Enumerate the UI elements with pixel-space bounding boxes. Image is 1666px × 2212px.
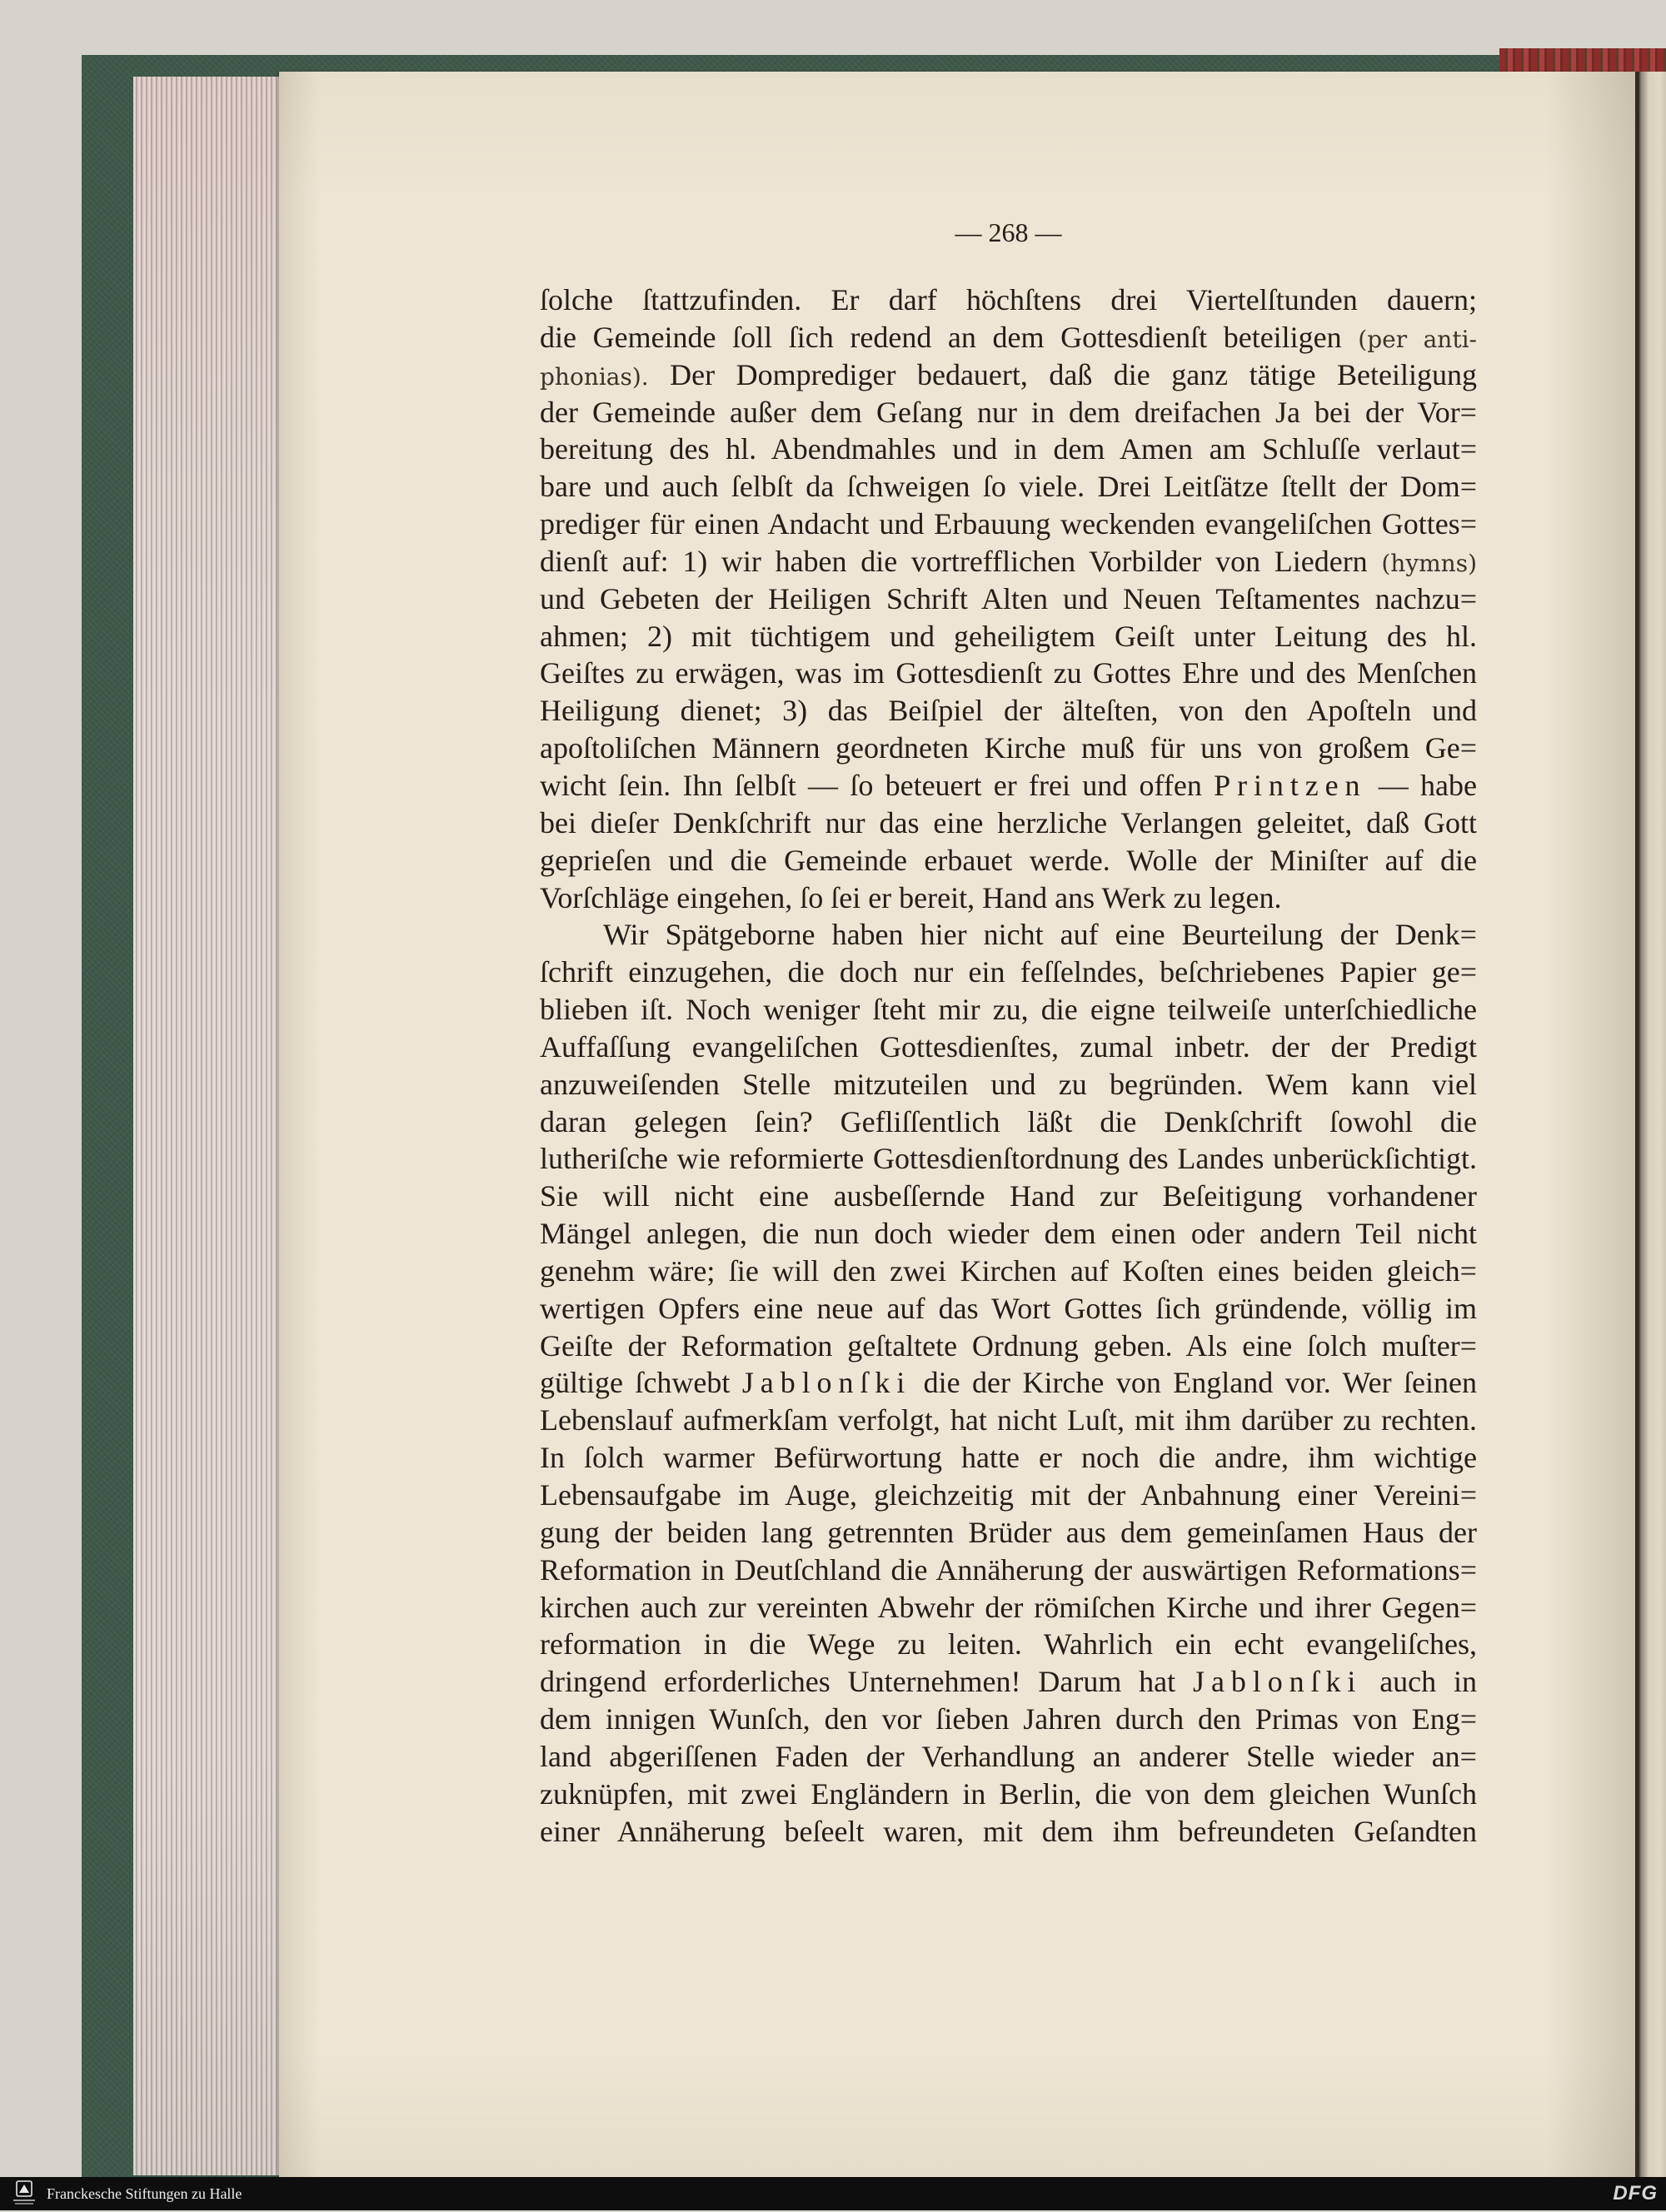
line-text: Lebenslauf aufmerkſam verfolgt, hat nicht Luſt, mit ihm darüber zu rechten. [540, 1403, 1477, 1437]
line-text [540, 767, 1477, 805]
fraktur-text: dienſt auf: 1) wir haben die vortrefflichen Vorbilder von Liedern [540, 544, 1368, 578]
funder-label: DFG [1613, 2182, 1658, 2205]
text-line [540, 468, 1477, 506]
text-line [540, 1514, 1477, 1552]
line-text: Lebensaufgabe im Auge, gleichzeitig mit der Anbahnung einer Vereini= [540, 1478, 1477, 1512]
line-text: Vorſchläge eingehen, ſo ſei er bereit, Hand ans Werk zu legen. [540, 880, 1282, 914]
line-text: gung der beiden lang getrennten Brüder aus dem gemeinſamen Haus der [540, 1515, 1477, 1549]
line-text: Sie will nicht eine ausbeſſernde Hand zur Beſeitigung vorhandener [540, 1179, 1477, 1213]
body-text [540, 281, 1477, 1850]
fraktur-text: dringend erforderliches Unternehmen! Darum hat [540, 1665, 1176, 1699]
line-text: bare und auch ſelbſt da ſchweigen ſo viele. Drei Leitſätze ſtellt der Dom= [540, 470, 1477, 504]
line-text: daran gelegen ſein? Gefliſſentlich läßt die Denkſchrift ſowohl die [540, 1104, 1477, 1138]
text-line [540, 543, 1477, 580]
text-line [540, 916, 1477, 954]
line-text: und Gebeten der Heiligen Schrift Alten und Neuen Teſtamentes nachzu= [540, 581, 1477, 615]
text-line [540, 1701, 1477, 1738]
letterspaced-name: Jablonſki [1193, 1665, 1363, 1699]
fraktur-text: auch in [1379, 1665, 1478, 1699]
line-text: blieben iſt. Noch weniger ſteht mir zu, die eigne teilweiſe unterſchiedliche [540, 993, 1477, 1027]
line-text: Heiligung dienet; 3) das Beiſpiel der älteſten, von den Apoſteln und [540, 694, 1477, 728]
text-line [540, 281, 1477, 319]
antiqua-text: (hymns) [1381, 549, 1478, 577]
text-line [540, 730, 1477, 767]
text-line [540, 1104, 1477, 1141]
text-line [540, 1589, 1477, 1627]
text-line [540, 1477, 1477, 1514]
text-line [540, 842, 1477, 879]
line-text: prediger für einen Andacht und Erbauung weckenden evangeliſchen Gottes= [540, 507, 1477, 541]
fraktur-text: Der Domprediger bedauert, daß die ganz tätige Beteiligung [670, 357, 1477, 391]
text-line [540, 1290, 1477, 1328]
text-line [540, 506, 1477, 543]
text-line [540, 1663, 1477, 1701]
text-line [540, 580, 1477, 618]
line-text [540, 319, 1477, 359]
line-text: lutheriſche wie reformierte Gottesdienſtordnung des Landes unberückſichtigt. [540, 1142, 1477, 1176]
gutter-next-page [1635, 72, 1666, 2179]
text-line [540, 1215, 1477, 1253]
line-text: apoſtoliſchen Männern geordneten Kirche muß für uns von großem Ge= [540, 731, 1477, 765]
line-text: Wir Spätgeborne haben hier nicht auf eine Beurteilung der Denk= [603, 918, 1477, 952]
fraktur-text: die der Kirche von England vor. Wer ſeinen [923, 1366, 1477, 1400]
text-line [540, 1178, 1477, 1215]
text-line [540, 618, 1477, 655]
text-line [540, 692, 1477, 730]
line-text [540, 1663, 1477, 1701]
line-text: dem innigen Wunſch, den vor ſieben Jahren durch den Primas von Eng= [540, 1702, 1477, 1736]
line-text: einer Annäherung beſeelt waren, mit dem ihm befreundeten Geſandten [540, 1814, 1477, 1848]
line-text: Auffaſſung evangeliſchen Gottesdienſtes, zumal inbetr. der der Predigt [540, 1029, 1477, 1064]
line-text [540, 356, 1477, 396]
text-line [540, 1776, 1477, 1813]
institution-name: Franckesche Stiftungen zu Halle [47, 2185, 242, 2202]
line-text: zuknüpfen, mit zwei Engländern in Berlin, die von dem gleichen Wunſch [540, 1776, 1477, 1811]
text-line [540, 1439, 1477, 1477]
text-line [540, 1402, 1477, 1439]
text-line [540, 319, 1477, 356]
fraktur-text: gültige ſchwebt [540, 1366, 731, 1400]
line-text: Mängel anlegen, die nun doch wieder dem einen oder andern Teil nicht [540, 1217, 1477, 1251]
line-text: bereitung des hl. Abendmahles und in dem Amen am Schluſſe verlaut= [540, 432, 1477, 466]
text-line [540, 1253, 1477, 1290]
line-text: ſchrift einzugehen, die doch nur ein feſſelndes, beſchriebenes Papier ge= [540, 955, 1477, 989]
letterspaced-name: Jablonſki [741, 1366, 912, 1400]
line-text: Reformation in Deutſchland die Annäherung der auswärtigen Reformations= [540, 1552, 1477, 1587]
text-line [540, 1738, 1477, 1776]
line-text: geprieſen und die Gemeinde erbauet werde. Wolle der Miniſter auf die [540, 843, 1477, 877]
text-line [540, 879, 1477, 917]
page-number: — 268 — [955, 217, 1062, 247]
text-line [540, 356, 1477, 394]
letterspaced-name: Printzen [1214, 768, 1367, 802]
text-line [540, 991, 1477, 1029]
line-text [540, 1364, 1477, 1402]
page-fore-edges [133, 77, 282, 2175]
text-line [540, 655, 1477, 692]
fraktur-text: — habe [1378, 768, 1477, 802]
text-line [540, 1813, 1477, 1851]
text-line [540, 1552, 1477, 1589]
fraktur-text: die Gemeinde ſoll ſich redend an dem Gottesdienſt beteiligen [540, 320, 1342, 354]
text-line [540, 1364, 1477, 1402]
line-text: land abgeriſſenen Faden der Verhandlung an anderer Stelle wieder an= [540, 1739, 1477, 1773]
text-line [540, 394, 1477, 431]
text-line [540, 805, 1477, 842]
text-line [540, 1626, 1477, 1663]
text-line [540, 1029, 1477, 1066]
text-line [540, 1066, 1477, 1104]
line-text: In ſolch warmer Befürwortung hatte er noch die andre, ihm wichtige [540, 1441, 1477, 1475]
text-line [540, 767, 1477, 805]
line-text: ahmen; 2) mit tüchtigem und geheiligtem Geiſt unter Leitung des hl. [540, 619, 1477, 653]
text-line [540, 1328, 1477, 1365]
text-line [540, 431, 1477, 468]
paragraph [540, 281, 1477, 916]
antiqua-text: phonias). [540, 362, 649, 391]
paragraph [540, 916, 1477, 1850]
line-text: reformation in die Wege zu leiten. Wahrlich ein echt evangeliſches, [540, 1627, 1477, 1661]
line-text: Geiſte der Reformation geſtaltete Ordnung geben. Als eine ſolch muſter= [540, 1328, 1477, 1363]
text-line [540, 1140, 1477, 1178]
line-text: genehm wäre; ſie will den zwei Kirchen auf Koſten eines beiden gleich= [540, 1253, 1477, 1288]
line-text: bei dieſer Denkſchrift nur das eine herzliche Verlangen geleitet, daß Gott [540, 805, 1477, 839]
antiqua-text: (per anti- [1358, 325, 1477, 353]
line-text [540, 543, 1477, 583]
line-text: Geiſtes zu erwägen, was im Gottesdienſt zu Gottes Ehre und des Menſchen [540, 656, 1477, 690]
institution-logo-icon [10, 2180, 38, 2208]
footer-bar [0, 2177, 1666, 2210]
line-text: anzuweiſenden Stelle mitzuteilen und zu begründen. Wem kann viel [540, 1067, 1477, 1101]
line-text: der Gemeinde außer dem Geſang nur in dem dreifachen Ja bei der Vor= [540, 395, 1477, 429]
fraktur-text: wicht ſein. Ihn ſelbſt — ſo beteuert er frei und offen [540, 768, 1202, 802]
line-text: wertigen Opfers eine neue auf das Wort Gottes ſich gründende, völlig im [540, 1291, 1477, 1325]
line-text: ſolche ſtattzufinden. Er darf höchſtens drei Viertelſtunden dauern; [540, 283, 1477, 316]
line-text: kirchen auch zur vereinten Abwehr der römiſchen Kirche und ihrer Gegen= [540, 1590, 1477, 1624]
text-line [540, 954, 1477, 991]
